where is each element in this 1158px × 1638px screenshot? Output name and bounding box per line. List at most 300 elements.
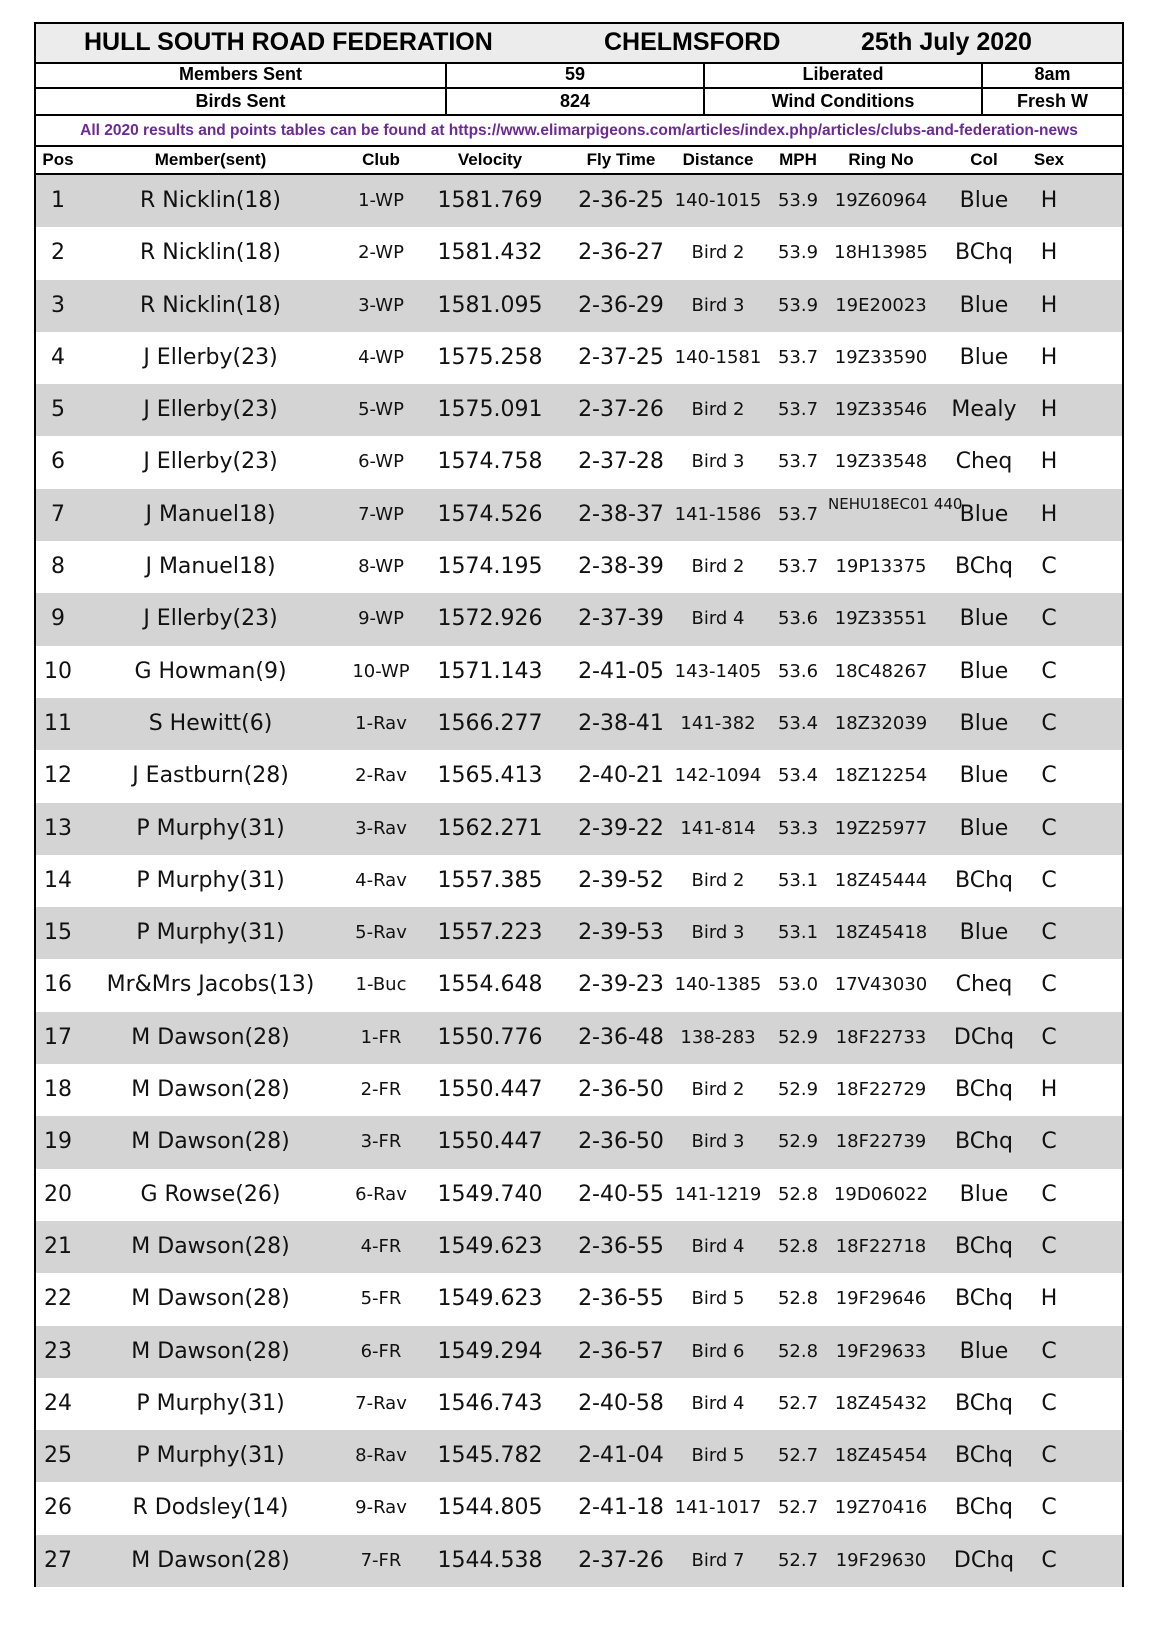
distance-cell: Bird 5 bbox=[691, 1288, 745, 1310]
member-cell: M Dawson(28) bbox=[131, 1233, 290, 1259]
mph-cell: 52.9 bbox=[777, 1131, 819, 1153]
flytime-cell: 2-36-57 bbox=[578, 1338, 664, 1364]
club-cell: 2-FR bbox=[360, 1079, 402, 1101]
mph-cell: 52.9 bbox=[777, 1079, 819, 1101]
velocity-cell: 1562.271 bbox=[437, 815, 543, 841]
ring-cell: 18Z45444 bbox=[834, 869, 928, 891]
mph-cell: 53.4 bbox=[777, 712, 819, 734]
member-cell: Mr&Mrs Jacobs(13) bbox=[106, 972, 315, 998]
member-cell: J Ellerby(23) bbox=[143, 606, 278, 632]
mph-cell: 53.7 bbox=[777, 399, 819, 421]
mph-cell: 52.9 bbox=[777, 1026, 819, 1048]
table-row bbox=[36, 1430, 1122, 1482]
flytime-cell: 2-36-25 bbox=[578, 188, 664, 213]
velocity-cell: 1574.758 bbox=[437, 449, 543, 475]
flytime-cell: 2-37-25 bbox=[578, 344, 664, 370]
col-header-ring: Ring No bbox=[848, 150, 914, 169]
ring-cell: 19E20023 bbox=[835, 294, 927, 316]
table-row bbox=[36, 227, 1122, 279]
mph-cell: 52.8 bbox=[777, 1288, 819, 1310]
table-header bbox=[36, 147, 1122, 175]
club-cell: 2-WP bbox=[358, 242, 404, 264]
race-date: 25th July 2020 bbox=[861, 28, 1032, 56]
pos-cell: 21 bbox=[44, 1233, 72, 1259]
colour-cell: BChq bbox=[955, 1495, 1013, 1521]
colour-cell: Cheq bbox=[955, 972, 1013, 998]
pos-cell: 26 bbox=[44, 1495, 72, 1521]
flytime-cell: 2-36-55 bbox=[578, 1286, 664, 1312]
ring-cell: 18C48267 bbox=[834, 660, 928, 682]
ring-cell: 19F29630 bbox=[835, 1549, 927, 1571]
member-cell: P Murphy(31) bbox=[136, 867, 285, 893]
sex-cell: C bbox=[1041, 1181, 1057, 1207]
table-row bbox=[36, 959, 1122, 1011]
mph-cell: 53.7 bbox=[777, 503, 819, 525]
pos-cell: 3 bbox=[51, 292, 65, 318]
results-link-note: All 2020 results and points tables can be found at https://www.elimarpigeons.com/articles/index.php/articles/clubs-and-federation-news bbox=[36, 116, 1122, 147]
member-cell: R Nicklin(18) bbox=[139, 188, 281, 213]
distance-cell: Bird 4 bbox=[691, 608, 745, 630]
mph-cell: 52.8 bbox=[777, 1340, 819, 1362]
mph-cell: 53.7 bbox=[777, 556, 819, 578]
club-cell: 1-WP bbox=[358, 190, 404, 211]
colour-cell: Blue bbox=[959, 763, 1009, 789]
colour-cell: Blue bbox=[959, 1181, 1009, 1207]
colour-cell: BChq bbox=[955, 1390, 1013, 1416]
member-cell: M Dawson(28) bbox=[131, 1129, 290, 1155]
table-row bbox=[36, 280, 1122, 332]
club-cell: 2-Rav bbox=[355, 765, 407, 787]
velocity-cell: 1554.648 bbox=[437, 972, 543, 998]
distance-cell: 141-1586 bbox=[674, 503, 762, 525]
velocity-cell: 1545.782 bbox=[437, 1443, 543, 1469]
race-point: CHELMSFORD bbox=[604, 28, 781, 56]
table-row bbox=[36, 1273, 1122, 1325]
pos-cell: 27 bbox=[44, 1547, 72, 1573]
distance-cell: 142-1094 bbox=[674, 765, 762, 787]
sex-cell: C bbox=[1041, 1495, 1057, 1521]
distance-cell: 138-283 bbox=[680, 1026, 756, 1048]
club-cell: 6-FR bbox=[360, 1340, 402, 1362]
pos-cell: 12 bbox=[44, 763, 72, 789]
table-row bbox=[36, 855, 1122, 907]
club-cell: 9-Rav bbox=[355, 1497, 407, 1519]
member-cell: J Manuel18) bbox=[145, 501, 276, 527]
sex-cell: C bbox=[1041, 815, 1057, 841]
club-cell: 4-Rav bbox=[355, 869, 407, 891]
distance-cell: Bird 3 bbox=[691, 922, 745, 944]
mph-cell: 53.4 bbox=[777, 765, 819, 787]
member-cell: R Dodsley(14) bbox=[132, 1495, 289, 1521]
ring-cell: 18Z12254 bbox=[834, 765, 928, 787]
pos-cell: 17 bbox=[44, 1024, 72, 1050]
colour-cell: DChq bbox=[953, 1024, 1015, 1050]
colour-cell: Blue bbox=[959, 501, 1009, 527]
mph-cell: 53.0 bbox=[777, 974, 819, 996]
pos-cell: 15 bbox=[44, 920, 72, 946]
flytime-cell: 2-39-23 bbox=[578, 972, 664, 998]
ring-cell: 18F22718 bbox=[835, 1235, 927, 1257]
member-cell: J Ellerby(23) bbox=[143, 397, 278, 423]
table-row bbox=[36, 384, 1122, 436]
table-row bbox=[36, 1221, 1122, 1273]
club-cell: 5-FR bbox=[360, 1288, 402, 1310]
member-cell: J Ellerby(23) bbox=[143, 344, 278, 370]
mph-cell: 53.3 bbox=[777, 817, 819, 839]
colour-cell: Blue bbox=[959, 292, 1009, 318]
member-cell: P Murphy(31) bbox=[136, 920, 285, 946]
pos-cell: 9 bbox=[51, 606, 65, 632]
distance-cell: Bird 2 bbox=[691, 242, 745, 264]
velocity-cell: 1574.526 bbox=[437, 501, 543, 527]
wind-value: Fresh W bbox=[1016, 91, 1088, 111]
col-header-colour: Col bbox=[970, 150, 998, 169]
ring-cell: 18F22739 bbox=[835, 1131, 927, 1153]
col-header-velocity: Velocity bbox=[457, 150, 523, 169]
club-cell: 8-WP bbox=[358, 556, 404, 578]
colour-cell: Cheq bbox=[955, 449, 1013, 475]
table-row bbox=[36, 1482, 1122, 1534]
distance-cell: Bird 6 bbox=[691, 1340, 745, 1362]
flytime-cell: 2-37-28 bbox=[578, 449, 664, 475]
member-cell: M Dawson(28) bbox=[131, 1338, 290, 1364]
flytime-cell: 2-39-22 bbox=[578, 815, 664, 841]
sex-cell: C bbox=[1041, 763, 1057, 789]
flytime-cell: 2-37-26 bbox=[578, 1547, 664, 1573]
club-cell: 5-WP bbox=[358, 399, 404, 421]
velocity-cell: 1544.538 bbox=[437, 1547, 543, 1573]
col-header-pos: Pos bbox=[42, 150, 74, 169]
pos-cell: 24 bbox=[44, 1390, 72, 1416]
mph-cell: 52.7 bbox=[777, 1497, 819, 1519]
table-row bbox=[36, 1064, 1122, 1116]
distance-cell: 141-1017 bbox=[674, 1497, 762, 1519]
member-cell: S Hewitt(6) bbox=[148, 710, 273, 736]
table-row bbox=[36, 593, 1122, 645]
distance-cell: 140-1385 bbox=[674, 974, 762, 996]
flytime-cell: 2-40-58 bbox=[578, 1390, 664, 1416]
member-cell: M Dawson(28) bbox=[131, 1286, 290, 1312]
colour-cell: BChq bbox=[955, 1129, 1013, 1155]
distance-cell: 140-1581 bbox=[674, 346, 762, 368]
sex-cell: C bbox=[1041, 1129, 1057, 1155]
ring-cell: 18Z45454 bbox=[834, 1445, 928, 1467]
info-row-birds bbox=[36, 89, 1122, 116]
member-cell: P Murphy(31) bbox=[136, 1443, 285, 1469]
member-cell: M Dawson(28) bbox=[131, 1547, 290, 1573]
velocity-cell: 1549.623 bbox=[437, 1286, 543, 1312]
distance-cell: Bird 4 bbox=[691, 1392, 745, 1414]
col-header-distance: Distance bbox=[682, 150, 754, 169]
sex-cell: C bbox=[1041, 606, 1057, 632]
pos-cell: 18 bbox=[44, 1077, 72, 1103]
info-row-members bbox=[36, 62, 1122, 89]
flytime-cell: 2-36-50 bbox=[578, 1129, 664, 1155]
mph-cell: 52.8 bbox=[777, 1235, 819, 1257]
flytime-cell: 2-36-27 bbox=[578, 240, 664, 266]
table-row bbox=[36, 436, 1122, 488]
sex-cell: H bbox=[1040, 292, 1058, 318]
velocity-cell: 1549.623 bbox=[437, 1233, 543, 1259]
table-row bbox=[36, 1378, 1122, 1430]
pos-cell: 4 bbox=[51, 344, 65, 370]
col-header-mph: MPH bbox=[779, 150, 817, 169]
velocity-cell: 1549.294 bbox=[437, 1338, 543, 1364]
col-header-flytime: Fly Time bbox=[586, 150, 656, 169]
distance-cell: Bird 7 bbox=[691, 1549, 745, 1571]
colour-cell: Blue bbox=[959, 920, 1009, 946]
club-cell: 1-Rav bbox=[355, 712, 407, 734]
member-cell: J Manuel18) bbox=[145, 554, 276, 580]
mph-cell: 53.1 bbox=[777, 869, 819, 891]
club-cell: 9-WP bbox=[358, 608, 404, 630]
pos-cell: 5 bbox=[51, 397, 65, 423]
ring-cell: 19Z60964 bbox=[834, 190, 928, 211]
member-cell: M Dawson(28) bbox=[131, 1024, 290, 1050]
mph-cell: 53.9 bbox=[777, 242, 819, 264]
velocity-cell: 1581.769 bbox=[437, 188, 543, 213]
member-cell: J Ellerby(23) bbox=[143, 449, 278, 475]
velocity-cell: 1544.805 bbox=[437, 1495, 543, 1521]
colour-cell: BChq bbox=[955, 1443, 1013, 1469]
mph-cell: 52.8 bbox=[777, 1183, 819, 1205]
club-cell: 4-FR bbox=[360, 1235, 402, 1257]
pos-cell: 25 bbox=[44, 1443, 72, 1469]
ring-cell: 19Z25977 bbox=[834, 817, 928, 839]
table-row bbox=[36, 1326, 1122, 1378]
sex-cell: H bbox=[1040, 240, 1058, 266]
velocity-cell: 1581.095 bbox=[437, 292, 543, 318]
flytime-cell: 2-36-29 bbox=[578, 292, 664, 318]
table-row bbox=[36, 489, 1122, 541]
club-cell: 6-Rav bbox=[355, 1183, 407, 1205]
club-cell: 4-WP bbox=[358, 346, 404, 368]
table-row bbox=[36, 1012, 1122, 1064]
club-cell: 7-FR bbox=[360, 1549, 402, 1571]
ring-cell: 19F29646 bbox=[835, 1288, 927, 1310]
ring-cell: 19Z33590 bbox=[834, 346, 928, 368]
pos-cell: 14 bbox=[44, 867, 72, 893]
ring-cell: NEHU18EC01 440 bbox=[828, 494, 963, 513]
mph-cell: 52.7 bbox=[777, 1445, 819, 1467]
velocity-cell: 1550.447 bbox=[437, 1129, 543, 1155]
member-cell: G Rowse(26) bbox=[140, 1181, 281, 1207]
mph-cell: 52.7 bbox=[777, 1549, 819, 1571]
sex-cell: H bbox=[1040, 344, 1058, 370]
club-cell: 5-Rav bbox=[355, 922, 407, 944]
sex-cell: C bbox=[1041, 710, 1057, 736]
members-sent-label: Members Sent bbox=[36, 62, 447, 87]
flytime-cell: 2-39-53 bbox=[578, 920, 664, 946]
ring-cell: 19F29633 bbox=[835, 1340, 927, 1362]
table-row bbox=[36, 1169, 1122, 1221]
member-cell: P Murphy(31) bbox=[136, 815, 285, 841]
sex-cell: H bbox=[1040, 449, 1058, 475]
colour-cell: BChq bbox=[955, 554, 1013, 580]
birds-sent-value: 824 bbox=[447, 89, 705, 114]
ring-cell: 17V43030 bbox=[834, 974, 928, 996]
distance-cell: Bird 2 bbox=[691, 1079, 745, 1101]
club-cell: 3-FR bbox=[360, 1131, 402, 1153]
ring-cell: 18Z45432 bbox=[834, 1392, 928, 1414]
mph-cell: 53.9 bbox=[777, 190, 819, 211]
members-sent-value: 59 bbox=[447, 62, 705, 87]
mph-cell: 53.1 bbox=[777, 922, 819, 944]
distance-cell: 141-382 bbox=[680, 712, 756, 734]
pos-cell: 8 bbox=[51, 554, 65, 580]
club-cell: 7-WP bbox=[358, 503, 404, 525]
table-row bbox=[36, 803, 1122, 855]
sex-cell: C bbox=[1041, 972, 1057, 998]
colour-cell: Blue bbox=[959, 658, 1009, 684]
ring-cell: 18Z45418 bbox=[834, 922, 928, 944]
federation-title: HULL SOUTH ROAD FEDERATION bbox=[84, 28, 493, 56]
velocity-cell: 1549.740 bbox=[437, 1181, 543, 1207]
pos-cell: 19 bbox=[44, 1129, 72, 1155]
club-cell: 10-WP bbox=[352, 660, 410, 682]
club-cell: 1-FR bbox=[360, 1026, 402, 1048]
flytime-cell: 2-38-39 bbox=[578, 554, 664, 580]
pos-cell: 16 bbox=[44, 972, 72, 998]
sex-cell: C bbox=[1041, 920, 1057, 946]
distance-cell: Bird 3 bbox=[691, 294, 745, 316]
sex-cell: C bbox=[1041, 554, 1057, 580]
colour-cell: Blue bbox=[959, 344, 1009, 370]
velocity-cell: 1546.743 bbox=[437, 1390, 543, 1416]
col-header-sex: Sex bbox=[1033, 150, 1065, 169]
sex-cell: C bbox=[1041, 1390, 1057, 1416]
mph-cell: 53.6 bbox=[777, 660, 819, 682]
distance-cell: 143-1405 bbox=[674, 660, 762, 682]
club-cell: 3-Rav bbox=[355, 817, 407, 839]
distance-cell: Bird 5 bbox=[691, 1445, 745, 1467]
mph-cell: 52.7 bbox=[777, 1392, 819, 1414]
colour-cell: BChq bbox=[955, 1233, 1013, 1259]
ring-cell: 19D06022 bbox=[833, 1183, 929, 1205]
flytime-cell: 2-40-21 bbox=[578, 763, 664, 789]
sex-cell: H bbox=[1040, 188, 1058, 213]
table-row bbox=[36, 698, 1122, 750]
table-row bbox=[36, 907, 1122, 959]
sex-cell: H bbox=[1040, 1077, 1058, 1103]
flytime-cell: 2-40-55 bbox=[578, 1181, 664, 1207]
velocity-cell: 1575.258 bbox=[437, 344, 543, 370]
velocity-cell: 1550.447 bbox=[437, 1077, 543, 1103]
flytime-cell: 2-36-48 bbox=[578, 1024, 664, 1050]
club-cell: 8-Rav bbox=[355, 1445, 407, 1467]
flytime-cell: 2-41-18 bbox=[578, 1495, 664, 1521]
distance-cell: Bird 3 bbox=[691, 451, 745, 473]
colour-cell: Blue bbox=[959, 1338, 1009, 1364]
sex-cell: C bbox=[1041, 1338, 1057, 1364]
mph-cell: 53.7 bbox=[777, 451, 819, 473]
sex-cell: H bbox=[1040, 501, 1058, 527]
distance-cell: Bird 2 bbox=[691, 556, 745, 578]
ring-cell: 18F22733 bbox=[835, 1026, 927, 1048]
liberated-value: 8am bbox=[1034, 64, 1071, 84]
colour-cell: Blue bbox=[959, 188, 1009, 213]
colour-cell: BChq bbox=[955, 1077, 1013, 1103]
table-row bbox=[36, 1535, 1122, 1587]
birds-sent-label: Birds Sent bbox=[36, 89, 447, 114]
velocity-cell: 1557.223 bbox=[437, 920, 543, 946]
velocity-cell: 1572.926 bbox=[437, 606, 543, 632]
pos-cell: 13 bbox=[44, 815, 72, 841]
pos-cell: 1 bbox=[51, 188, 65, 213]
col-header-member: Member(sent) bbox=[154, 150, 267, 169]
table-row bbox=[36, 541, 1122, 593]
distance-cell: 141-1219 bbox=[674, 1183, 762, 1205]
sex-cell: H bbox=[1040, 1286, 1058, 1312]
flytime-cell: 2-36-50 bbox=[578, 1077, 664, 1103]
distance-cell: 141-814 bbox=[680, 817, 756, 839]
distance-cell: Bird 3 bbox=[691, 1131, 745, 1153]
velocity-cell: 1571.143 bbox=[437, 658, 543, 684]
colour-cell: DChq bbox=[953, 1547, 1015, 1573]
ring-cell: 19Z33548 bbox=[834, 451, 928, 473]
ring-cell: 18F22729 bbox=[835, 1079, 927, 1101]
mph-cell: 53.7 bbox=[777, 346, 819, 368]
pos-cell: 6 bbox=[51, 449, 65, 475]
velocity-cell: 1574.195 bbox=[437, 554, 543, 580]
velocity-cell: 1575.091 bbox=[437, 397, 543, 423]
flytime-cell: 2-39-52 bbox=[578, 867, 664, 893]
ring-cell: 18H13985 bbox=[834, 242, 928, 264]
mph-cell: 53.6 bbox=[777, 608, 819, 630]
flytime-cell: 2-38-37 bbox=[578, 501, 664, 527]
table-row bbox=[36, 332, 1122, 384]
sex-cell: C bbox=[1041, 1547, 1057, 1573]
table-row bbox=[36, 750, 1122, 802]
results-sheet bbox=[34, 22, 1124, 1587]
flytime-cell: 2-36-55 bbox=[578, 1233, 664, 1259]
pos-cell: 23 bbox=[44, 1338, 72, 1364]
table-row bbox=[36, 175, 1122, 227]
velocity-cell: 1581.432 bbox=[437, 240, 543, 266]
velocity-cell: 1566.277 bbox=[437, 710, 543, 736]
table-row bbox=[36, 1116, 1122, 1168]
col-header-club: Club bbox=[362, 150, 400, 169]
distance-cell: 140-1015 bbox=[674, 190, 762, 211]
distance-cell: Bird 2 bbox=[691, 399, 745, 421]
sex-cell: C bbox=[1041, 1024, 1057, 1050]
flytime-cell: 2-37-39 bbox=[578, 606, 664, 632]
ring-cell: 19Z33546 bbox=[834, 399, 928, 421]
pos-cell: 2 bbox=[51, 240, 65, 266]
sex-cell: H bbox=[1040, 397, 1058, 423]
club-cell: 6-WP bbox=[358, 451, 404, 473]
sex-cell: C bbox=[1041, 1443, 1057, 1469]
club-cell: 7-Rav bbox=[355, 1392, 407, 1414]
club-cell: 3-WP bbox=[358, 294, 404, 316]
ring-cell: 18Z32039 bbox=[834, 712, 928, 734]
ring-cell: 19P13375 bbox=[835, 556, 927, 578]
member-cell: J Eastburn(28) bbox=[132, 763, 289, 789]
colour-cell: Blue bbox=[959, 815, 1009, 841]
colour-cell: BChq bbox=[955, 867, 1013, 893]
ring-cell: 19Z70416 bbox=[834, 1497, 928, 1519]
sex-cell: C bbox=[1041, 658, 1057, 684]
colour-cell: BChq bbox=[955, 1286, 1013, 1312]
member-cell: R Nicklin(18) bbox=[139, 240, 281, 266]
colour-cell: Blue bbox=[959, 606, 1009, 632]
liberated-label: Liberated bbox=[705, 62, 983, 87]
member-cell: M Dawson(28) bbox=[131, 1077, 290, 1103]
sex-cell: C bbox=[1041, 1233, 1057, 1259]
colour-cell: Mealy bbox=[951, 397, 1017, 423]
member-cell: P Murphy(31) bbox=[136, 1390, 285, 1416]
distance-cell: Bird 4 bbox=[691, 1235, 745, 1257]
